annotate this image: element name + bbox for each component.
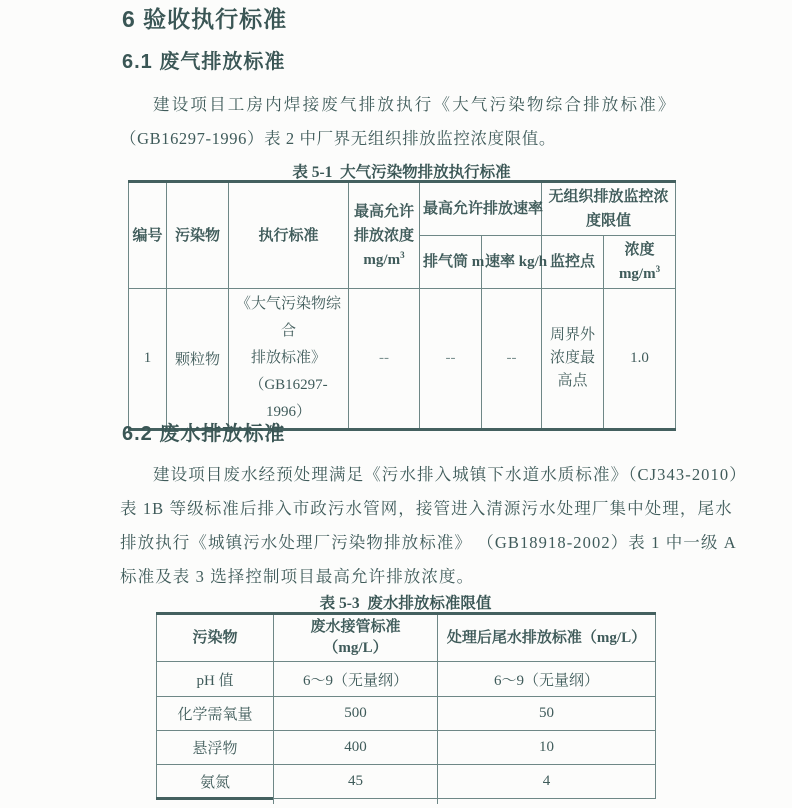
col-header-pollutant: 污染物 bbox=[167, 182, 229, 289]
paragraph-line: 标准及表 3 选择控制项目最高允许排放浓度。 bbox=[120, 567, 475, 586]
paragraph-line: 建设项目工房内焊接废气排放执行《大气污染物综合排放标准》 bbox=[153, 95, 677, 114]
paragraph-line: 排放执行《城镇污水处理厂污染物排放标准》 （GB18918-2002）表 1 中一级 A bbox=[120, 533, 737, 552]
cell-inlet-value: 6～9（无量纲） bbox=[274, 662, 438, 697]
col-header-fugitive-limit: 无组织排放监控浓度限值 bbox=[542, 182, 676, 236]
section-6-1-heading: 6.1 废气排放标准 bbox=[122, 51, 286, 73]
cell-pollutant: 氨氮 bbox=[157, 765, 274, 799]
cell-pollutant: 化学需氧量 bbox=[157, 697, 274, 731]
col-header-rate: 速率 kg/h bbox=[482, 236, 542, 289]
cell-pollutant: 悬浮物 bbox=[157, 731, 274, 765]
section-6-heading: 6 验收执行标准 bbox=[122, 6, 288, 32]
cell-max-concentration: -- bbox=[349, 289, 420, 430]
table-row bbox=[157, 697, 656, 731]
col-header-pollutant: 污染物 bbox=[157, 614, 274, 662]
table-row bbox=[129, 289, 676, 430]
cell-outlet-value: 50 bbox=[438, 697, 656, 731]
cell-number: 1 bbox=[129, 289, 167, 430]
cell-outlet-value: 10 bbox=[438, 731, 656, 765]
table-row bbox=[157, 731, 656, 765]
table-row bbox=[157, 765, 656, 799]
cell-standard: 《大气污染物综合 排放标准》 （GB16297-1996） bbox=[229, 289, 349, 430]
cell-stack-height: -- bbox=[420, 289, 482, 430]
col-header-max-concentration: 最高允许 排放浓度 $mg/m^3$ bbox=[349, 182, 420, 289]
section-6-2-heading: 6.2 废水排放标准 bbox=[122, 423, 286, 445]
cell-monitor-point: 周界外浓度最高点 bbox=[542, 289, 604, 430]
table-cutoff-gridline bbox=[437, 795, 438, 804]
paragraph-line: （GB16297-1996）表 2 中厂界无组织排放监控浓度限值。 bbox=[120, 129, 556, 148]
cell-inlet-value: 400 bbox=[274, 731, 438, 765]
cell-pollutant: pH 值 bbox=[157, 662, 274, 697]
col-header-number: 编号 bbox=[129, 182, 167, 289]
col-header-max-rate: 最高允许排放速率 bbox=[420, 182, 542, 236]
cell-rate: -- bbox=[482, 289, 542, 430]
table-5-1-air-emission-standards bbox=[128, 180, 676, 431]
col-header-concentration: 浓度 $mg/m^3$ bbox=[604, 236, 676, 289]
col-header-standard: 执行标准 bbox=[229, 182, 349, 289]
cell-pollutant: 颗粒物 bbox=[167, 289, 229, 430]
cell-outlet-value: 6～9（无量纲） bbox=[438, 662, 656, 697]
cell-inlet-value: 45 bbox=[274, 765, 438, 799]
table-5-3-wastewater-limits bbox=[156, 612, 656, 800]
table-5-3-caption: 表 5-3 废水排放标准限值 bbox=[319, 595, 492, 612]
section-6-1-paragraph bbox=[120, 88, 680, 156]
table-5-1-caption: 表 5-1 大气污染物排放执行标准 bbox=[292, 164, 511, 181]
table-cutoff-gridline bbox=[273, 795, 274, 804]
paragraph-line: 表 1B 等级标准后排入市政污水管网，接管进入清源污水处理厂集中处理，尾水 bbox=[120, 499, 733, 518]
cell-inlet-value: 500 bbox=[274, 697, 438, 731]
cell-concentration: 1.0 bbox=[604, 289, 676, 430]
col-header-outlet-standard: 处理后尾水排放标准（mg/L） bbox=[438, 614, 656, 662]
col-header-stack-height: 排气筒 m bbox=[420, 236, 482, 289]
col-header-inlet-standard: 废水接管标准 （mg/L） bbox=[274, 614, 438, 662]
paragraph-line: 建设项目废水经预处理满足《污水排入城镇下水道水质标准》（CJ343-2010） bbox=[153, 465, 747, 484]
section-6-2-paragraph bbox=[120, 458, 747, 594]
table-row bbox=[157, 662, 656, 697]
cell-outlet-value: 4 bbox=[438, 765, 656, 799]
col-header-monitor-point: 监控点 bbox=[542, 236, 604, 289]
